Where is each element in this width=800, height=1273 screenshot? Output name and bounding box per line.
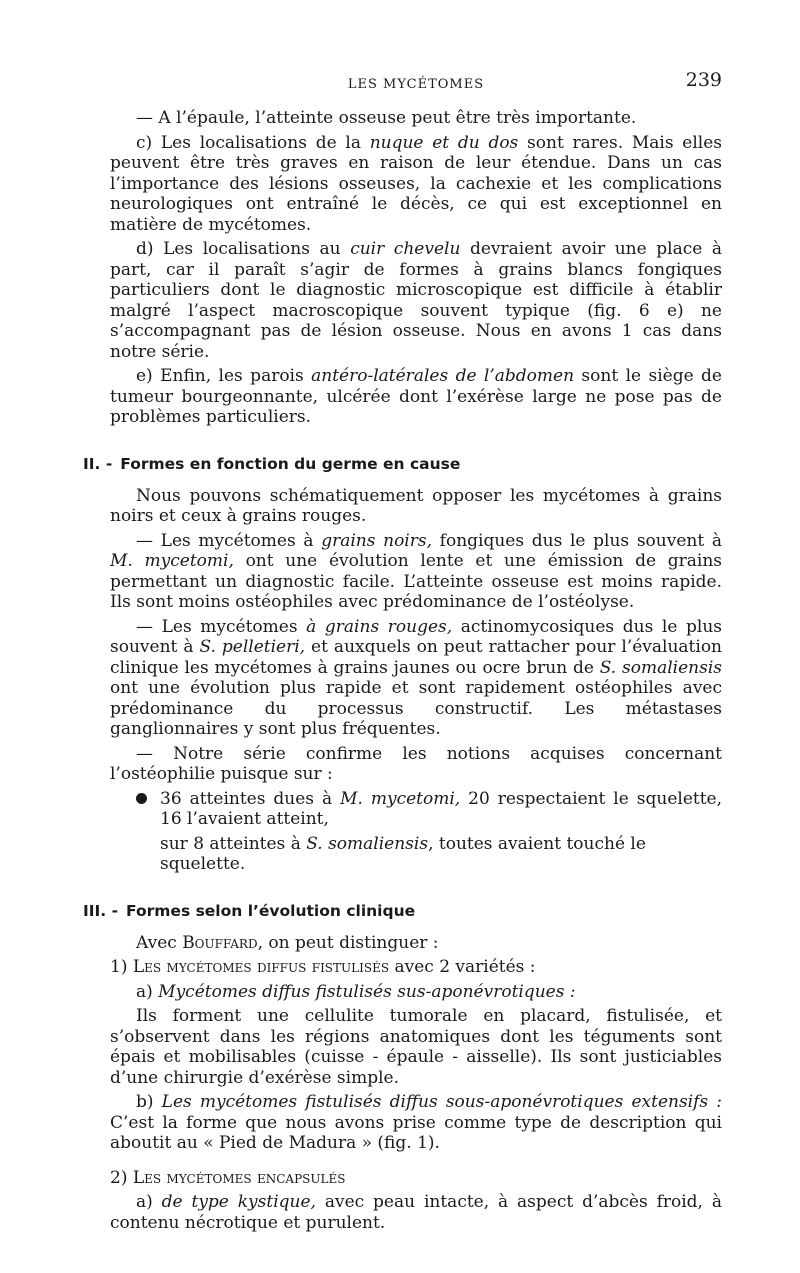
running-head [110,70,722,96]
section-heading-germ: II. - Formes en fonction du germe en cause [83,454,461,473]
section-heading-evolution: III. - Formes selon l’évolution clinique [83,901,416,920]
subheading-encapsulated: 2) Les mycétomes encapsulés [110,1167,346,1188]
running-title: LES MYCÉTOMES [347,77,485,92]
page-number: 239 [685,69,722,91]
paragraph-neck-back: c) Les localisations de la nuque et du dos sont rares. Mais elles peuvent être très graves en raison de leur étendue. Dans un cas l’importance des lésions osseuses, la cachexie et les complications neurologiques ont entraîné le décès, ce qui est exceptionnel en matière de mycétomes. [110,132,723,235]
paragraph-shoulder: — A l’épaule, l’atteinte osseuse peut être très importante. [136,108,637,128]
paragraph-cellulitis: Ils forment une cellulite tumorale en placard, fistulisée, et s’observent dans les régions anatomiques dont les téguments sont épais et mobilisables (cuisse - épaule - aisselle). Ils sont justiciables d’une chirurgie d’exérèse simple. [110,1006,722,1088]
paragraph-bouffard: Avec Bouffard, on peut distinguer : [136,932,439,953]
subheading-supra-aponeurotic: a) Mycétomes diffus fistulisés sus-aponévrotiques : [136,981,576,1002]
paragraph-series: — Notre série confirme les notions acquises concernant l’ostéophilie puisque sur : [110,743,722,784]
paragraph-scalp: d) Les localisations au cuir chevelu devraient avoir une place à part, car il paraît s’agir de formes à grains blancs fongiques particuliers dont le diagnostic microscopique est difficile à établir malgré l’aspect macroscopique souvent typique (fig. 6 e) ne s’accompagnant pas de lésion osseuse. Nous en avons 1 cas dans notre série. [110,239,722,362]
page [83,69,723,1237]
paragraph-grain-opposition: Nous pouvons schématiquement opposer les mycétomes à grains noirs et ceux à grains rouges. [110,485,722,526]
paragraph-abdomen: e) Enfin, les parois antéro-latérales de l’abdomen sont le siège de tumeur bourgeonnante, ulcérée dont l’exérèse large ne pose pas de problèmes particuliers. [110,366,722,427]
bullet-icon [136,793,147,804]
bullet-item: 36 atteintes dues à M. mycetomi, 20 respectaient le squelette, 16 l’avaient atteint, [110,789,722,830]
subheading-diffuse: 1) Les mycétomes diffus fistulisés avec 2 variétés : [110,957,536,977]
paragraph-black-grains: — Les mycétomes à grains noirs, fongiques dus le plus souvent à M. mycetomi, ont une évolution lente et une émission de grains permettant un diagnostic facile. L’atteinte osseuse est moins rapide. Ils sont moins ostéophiles avec prédominance de l’ostéolyse. [110,530,722,612]
paragraph-cystic: a) de type kystique, avec peau intacte, à aspect d’abcès froid, à contenu nécrotique et purulent. [110,1192,722,1233]
paragraph-sub-aponeurotic: b) Les mycétomes fistulisés diffus sous-aponévrotiques extensifs : C’est la forme que nous avons prise comme type de description qui aboutit au « Pied de Madura » (fig. 1). [110,1092,722,1153]
paragraph-red-grains: — Les mycétomes à grains rouges, actinomycosiques dus le plus souvent à S. pelletieri, et auxquels on peut rattacher pour l’évaluation clinique les mycétomes à grains jaunes ou ocre brun de S. somaliensis ont une évolution plus rapide et sont rapidement ostéophiles avec prédominance du processus constructif. Les métastases ganglionnaires y sont plus fréquentes. [110,616,723,739]
bullet-continuation: sur 8 atteintes à S. somaliensis, toutes avaient touché le squelette. [160,833,646,874]
